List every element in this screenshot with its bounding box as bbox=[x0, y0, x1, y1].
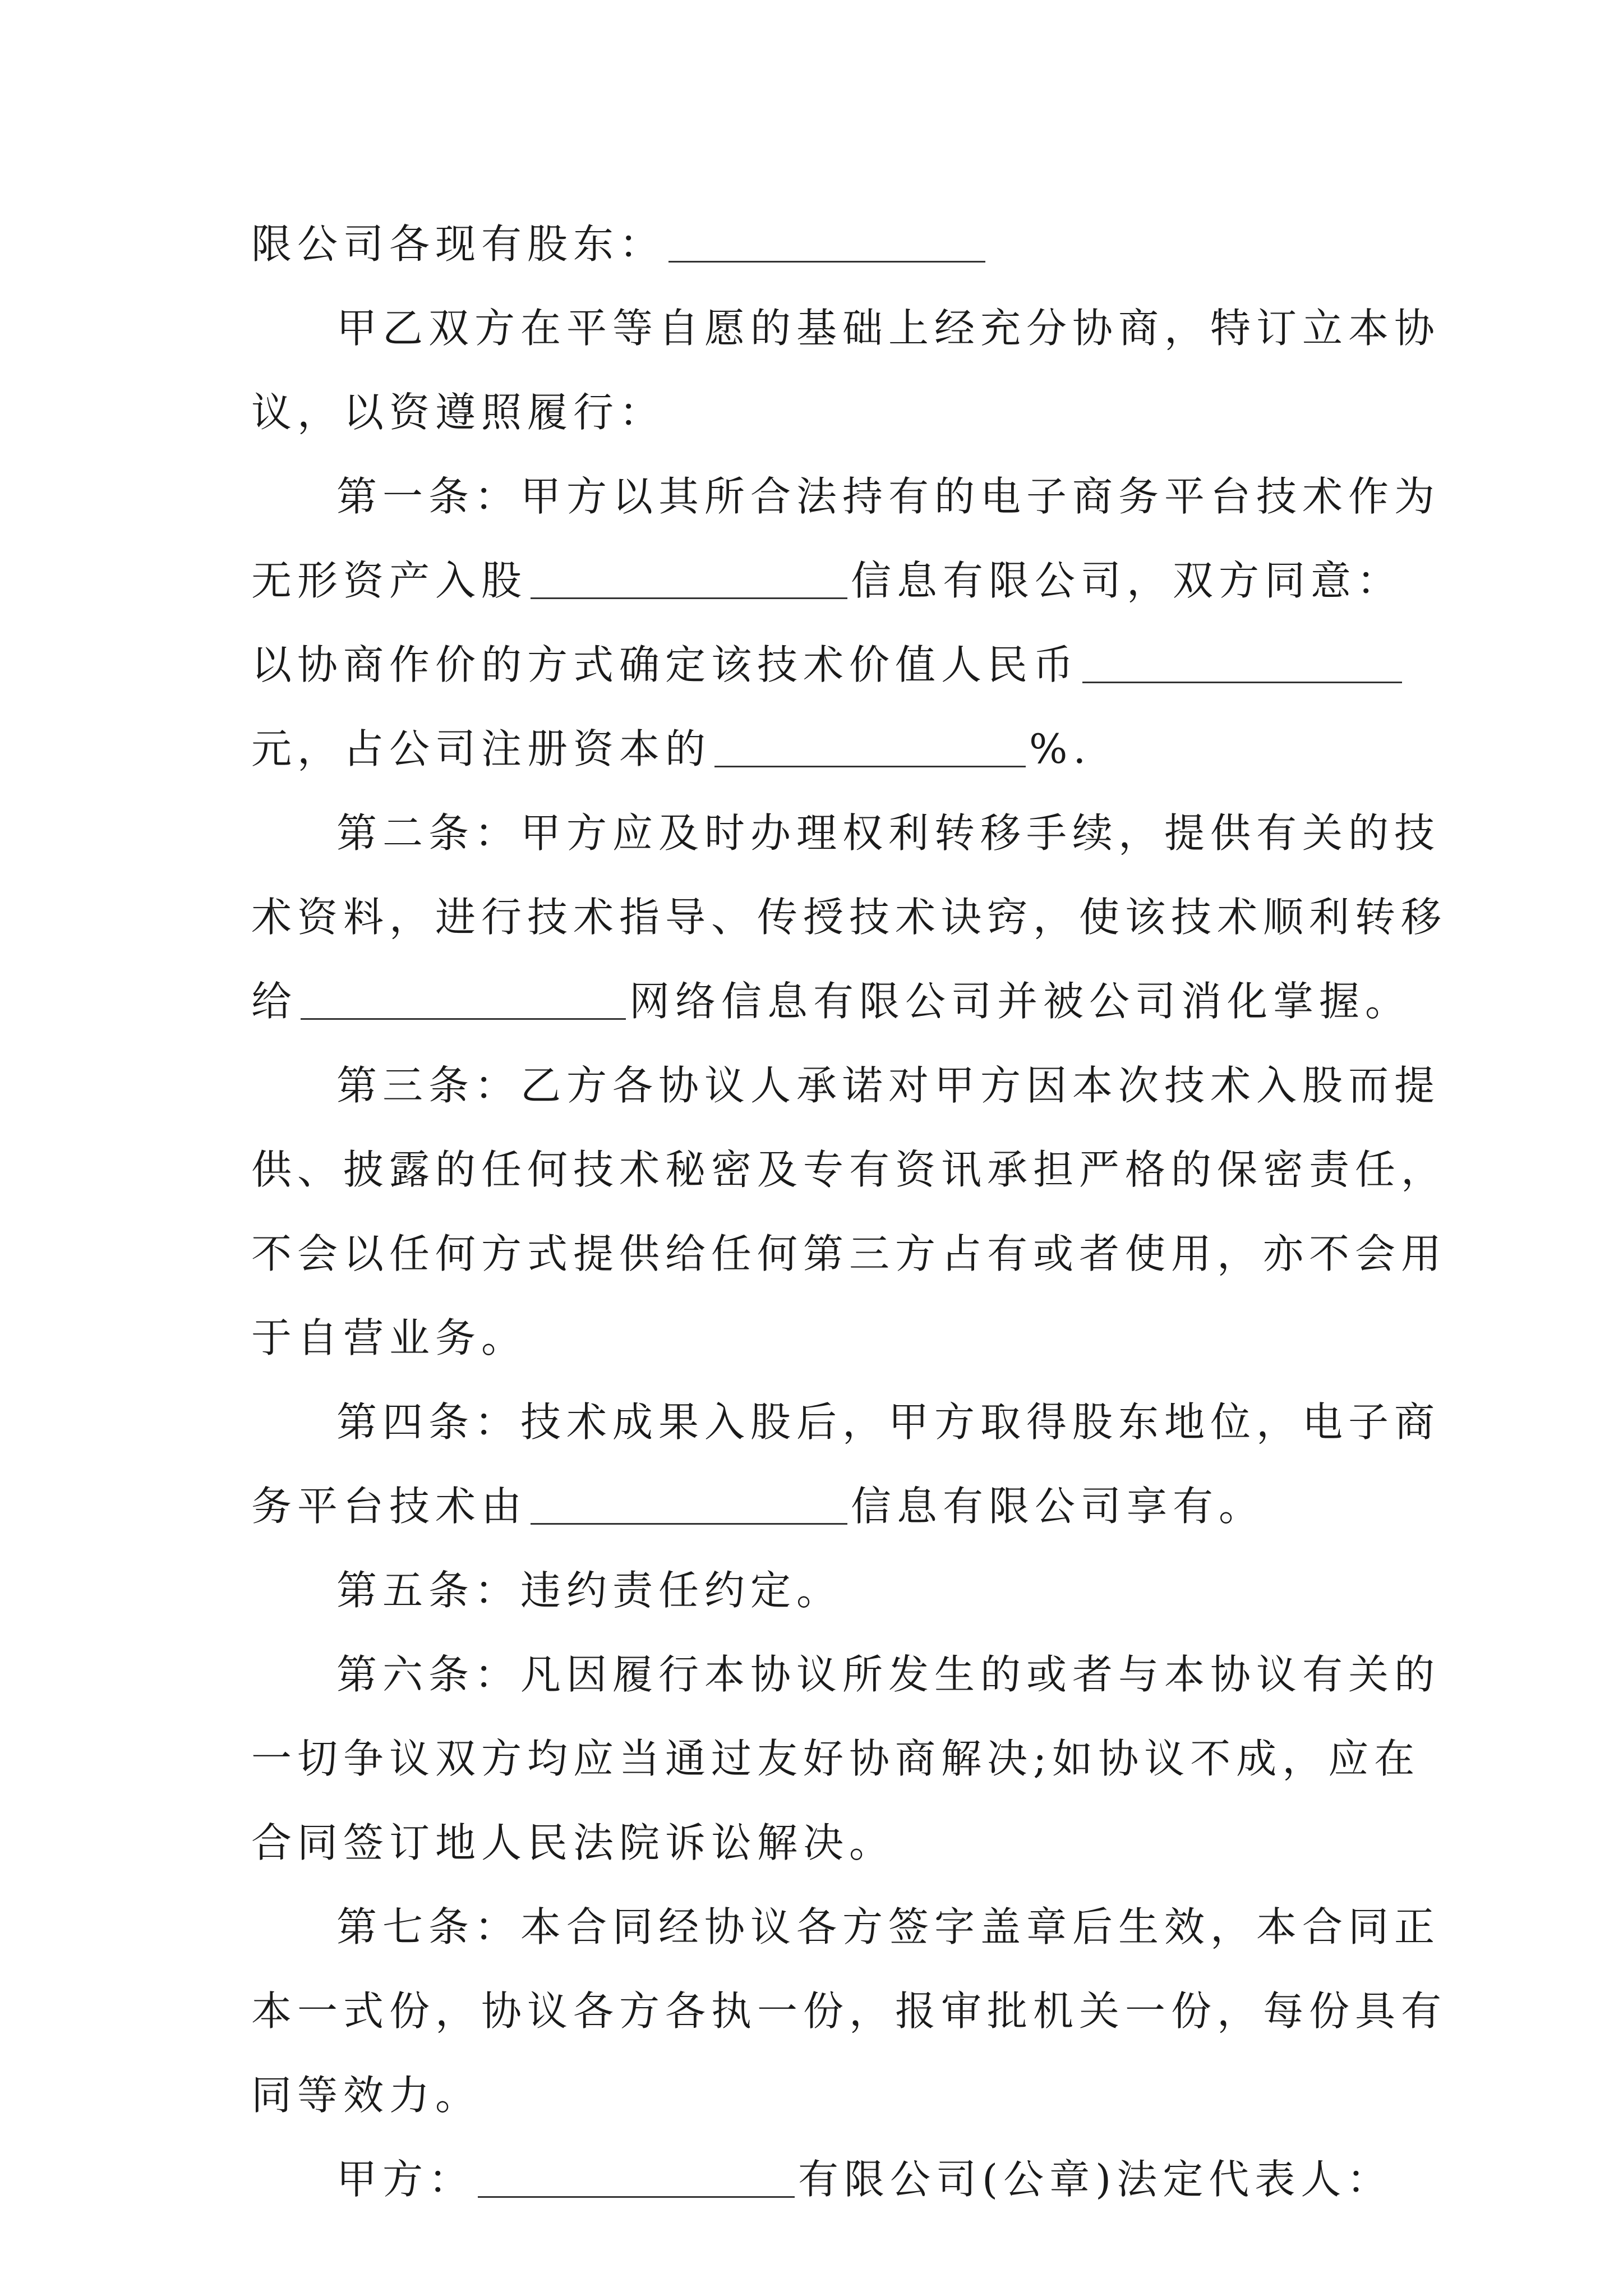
article1-line-4 bbox=[251, 715, 1091, 783]
article3-line-2: 供、披露的任何技术秘密及专有资讯承担严格的保密责任， bbox=[251, 1146, 1447, 1193]
article2-line3-before: 给 bbox=[251, 978, 298, 1025]
article7-line-2: 本一式份，协议各方各执一份，报审批机关一份，每份具有 bbox=[251, 1987, 1447, 2035]
signature-line bbox=[336, 2146, 1393, 2213]
shareholders-line bbox=[251, 210, 989, 278]
article1-line2-after: 信息有限公司，双方同意： bbox=[851, 557, 1403, 604]
shareholders-text: 限公司各现有股东： bbox=[251, 220, 666, 268]
article4-line-1: 第四条：技术成果入股后，甲方取得股东地位，电子商 bbox=[336, 1398, 1441, 1446]
article1-line4-after: %. bbox=[1029, 725, 1092, 772]
signature-party-a: 甲方： bbox=[336, 2156, 475, 2203]
article2-line-1: 第二条：甲方应及时办理权利转移手续，提供有关的技 bbox=[336, 809, 1441, 857]
article4-line2-before: 务平台技术由 bbox=[251, 1483, 528, 1530]
article6-line-1: 第六条：凡因履行本协议所发生的或者与本协议有关的 bbox=[336, 1651, 1441, 1698]
article7-line-3: 同等效力。 bbox=[251, 2072, 482, 2119]
article2-line-2: 术资料，进行技术指导、传授技术诀窍，使该技术顺利转移 bbox=[251, 894, 1447, 941]
article4-line-2 bbox=[251, 1473, 1265, 1540]
article7-line-1: 第七条：本合同经协议各方签字盖章后生效，本合同正 bbox=[336, 1903, 1441, 1950]
article1-line4-before: 元，占公司注册资本的 bbox=[251, 725, 712, 772]
shareholders-blank bbox=[668, 226, 985, 263]
article6-line-3: 合同签订地人民法院诉讼解决。 bbox=[251, 1819, 896, 1866]
article4-line2-after: 信息有限公司享有。 bbox=[851, 1483, 1265, 1530]
article1-line-1: 第一条：甲方以其所合法持有的电子商务平台技术作为 bbox=[336, 473, 1441, 520]
article6-line-2: 一切争议双方均应当通过友好协商解决;如协议不成，应在 bbox=[251, 1735, 1421, 1782]
article1-percent-blank bbox=[714, 731, 1026, 767]
article3-line-3: 不会以任何方式提供给任何第三方占有或者使用，亦不会用 bbox=[251, 1230, 1447, 1277]
article2-line-3 bbox=[251, 968, 1411, 1035]
article1-company-blank bbox=[531, 563, 847, 599]
intro-line-1: 甲乙双方在平等自愿的基础上经充分协商，特订立本协 bbox=[336, 305, 1441, 352]
article5-line-1: 第五条：违约责任约定。 bbox=[336, 1567, 843, 1614]
article4-company-blank bbox=[531, 1488, 847, 1525]
article1-line-3 bbox=[251, 631, 1405, 698]
intro-line-2: 议，以资遵照履行： bbox=[251, 389, 666, 436]
article2-line3-after: 网络信息有限公司并被公司消化掌握。 bbox=[629, 978, 1412, 1025]
article1-value-blank bbox=[1082, 647, 1402, 683]
article1-line-2 bbox=[251, 547, 1403, 614]
article2-company-blank bbox=[301, 983, 626, 1020]
article3-line-4: 于自营业务。 bbox=[251, 1314, 528, 1361]
signature-rest: 有限公司(公章)法定代表人： bbox=[798, 2156, 1393, 2203]
signature-company-blank bbox=[478, 2161, 795, 2198]
article1-line3-text: 以协商作价的方式确定该技术价值人民币 bbox=[251, 641, 1080, 688]
article1-line2-before: 无形资产入股 bbox=[251, 557, 528, 604]
article3-line-1: 第三条：乙方各协议人承诺对甲方因本次技术入股而提 bbox=[336, 1062, 1441, 1109]
